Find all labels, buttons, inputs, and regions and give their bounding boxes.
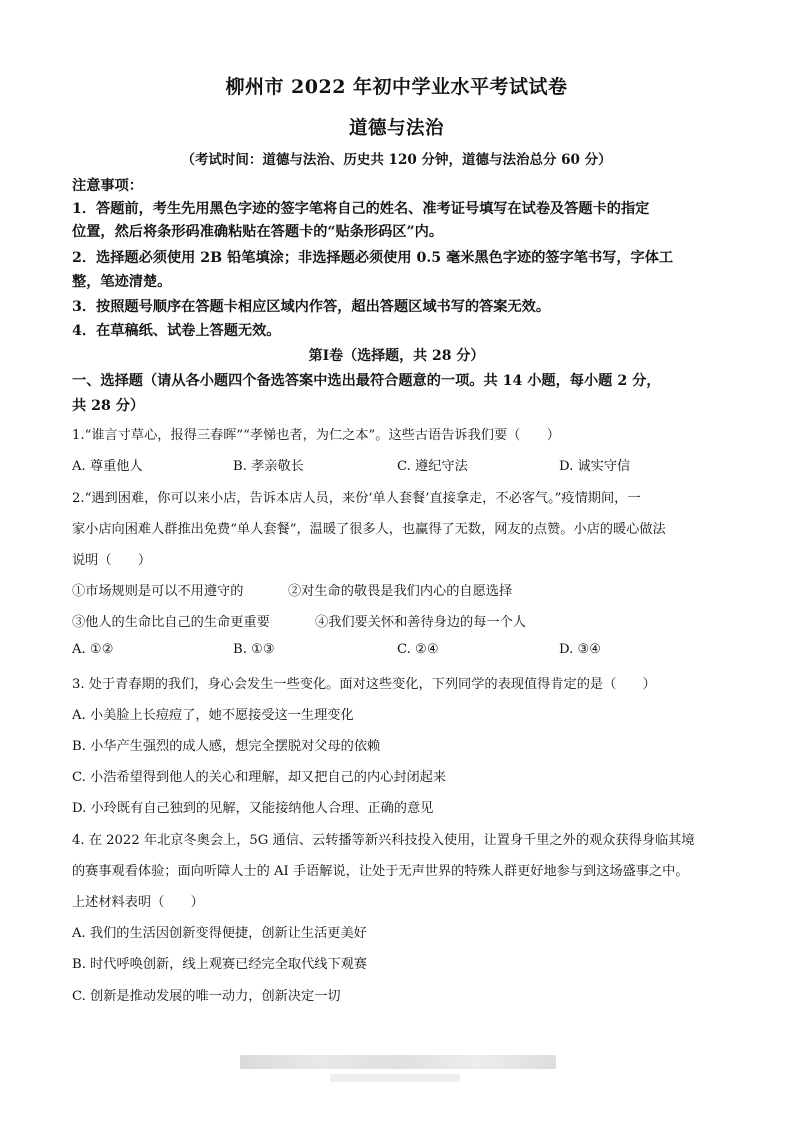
subject-title: 道德与法治 [348, 118, 444, 139]
q3-option-b: B. 小华产生强烈的成人感，想完全摆脱对父母的依赖 [72, 739, 381, 754]
question-2-stem-line: 2.“遇到困难，你可以来小店，告诉本店人员，来份‘单人套餐’直接拿走，不必客气。”疫情期间，一 [72, 491, 641, 506]
notes-line: 整，笔迹清楚。 [72, 274, 172, 290]
question-2-stem-line: 说明（ ） [72, 553, 152, 568]
question-4-stem-line: 的赛事观看体验；面向听障人士的 AI 手语解说，让处于无声世界的特殊人群更好地参与到这场盛事之中。 [72, 864, 689, 879]
question-2-stem-line: 家小店向困难人群推出免费“单人套餐”，温暖了很多人，也赢得了无数，网友的点赞。小店的暖心做法 [72, 522, 666, 537]
q1-option-c: C. 遵纪守法 [397, 459, 468, 474]
exam-title: 柳州市 2022 年初中学业水平考试试卷 [225, 76, 568, 98]
q4-option-b: B. 时代呼唤创新，线上观赛已经完全取代线下观赛 [72, 957, 368, 972]
notes-line: 位置，然后将条形码准确粘贴在答题卡的“贴条形码区”内。 [72, 224, 444, 240]
q1-option-d: D. 诚实守信 [559, 459, 631, 474]
q2-statement-2: ②对生命的敬畏是我们内心的自愿选择 [288, 584, 513, 599]
question-3-stem: 3. 处于青春期的我们，身心会发生一些变化。面对这些变化，下列同学的表现值得肯定的是（ ） [72, 677, 656, 692]
q1-option-a: A. 尊重他人 [72, 459, 143, 474]
blurred-footer-watermark [240, 1055, 556, 1069]
q2-option-a: A. ①② [72, 642, 114, 657]
q2-option-c: C. ②④ [397, 642, 439, 657]
q3-option-c: C. 小浩希望得到他人的关心和理解，却又把自己的内心封闭起来 [72, 770, 447, 785]
q2-option-b: B. ①③ [233, 642, 275, 657]
notes-line: 4．在草稿纸、试卷上答题无效。 [72, 323, 281, 339]
q2-option-d: D. ③④ [559, 642, 602, 657]
q1-option-b: B. 孝亲敬长 [233, 459, 304, 474]
question-4-stem-line: 4. 在 2022 年北京冬奥会上，5G 通信、云转播等新兴科技投入使用，让置身千里之外的观众获得身临其境 [72, 833, 695, 848]
q3-option-d: D. 小玲既有自己独到的见解，又能接纳他人合理、正确的意见 [72, 801, 434, 816]
question-1-stem: 1.“谁言寸草心，报得三春晖”“孝悌也者，为仁之本”。这些古语告诉我们要（ ） [72, 428, 560, 443]
exam-time-note: （考试时间：道德与法治、历史共 120 分钟，道德与法治总分 60 分） [181, 152, 612, 168]
notes-line: 2．选择题必须使用 2B 铅笔填涂；非选择题必须使用 0.5 毫米黑色字迹的签字笔书写，字体工 [72, 250, 674, 266]
notes-heading: 注意事项： [72, 178, 143, 194]
blurred-footer-watermark-secondary [330, 1074, 460, 1082]
q2-statement-4: ④我们要关怀和善待身边的每一个人 [315, 615, 526, 630]
notes-line: 3．按照题号顺序在答题卡相应区域内作答，超出答题区域书写的答案无效。 [72, 299, 551, 315]
section-heading-line: 一、选择题（请从各小题四个备选答案中选出最符合题意的一项。共 14 小题，每小题 2 分， [72, 373, 661, 389]
q3-option-a: A. 小美脸上长痘痘了，她不愿接受这一生理变化 [72, 708, 354, 723]
q4-option-c: C. 创新是推动发展的唯一动力，创新决定一切 [72, 989, 341, 1004]
notes-line: 1．答题前，考生先用黑色字迹的签字笔将自己的姓名、准考证号填写在试卷及答题卡的指定 [72, 201, 650, 217]
section-title: 第Ⅰ卷（选择题，共 28 分） [308, 348, 485, 364]
question-4-stem-line: 上述材料表明（ ） [72, 895, 204, 910]
section-heading-line: 共 28 分） [72, 398, 145, 414]
q4-option-a: A. 我们的生活因创新变得便捷，创新让生活更美好 [72, 926, 367, 941]
q2-statement-3: ③他人的生命比自己的生命更重要 [72, 615, 270, 630]
q2-statement-1: ①市场规则是可以不用遵守的 [72, 584, 244, 599]
